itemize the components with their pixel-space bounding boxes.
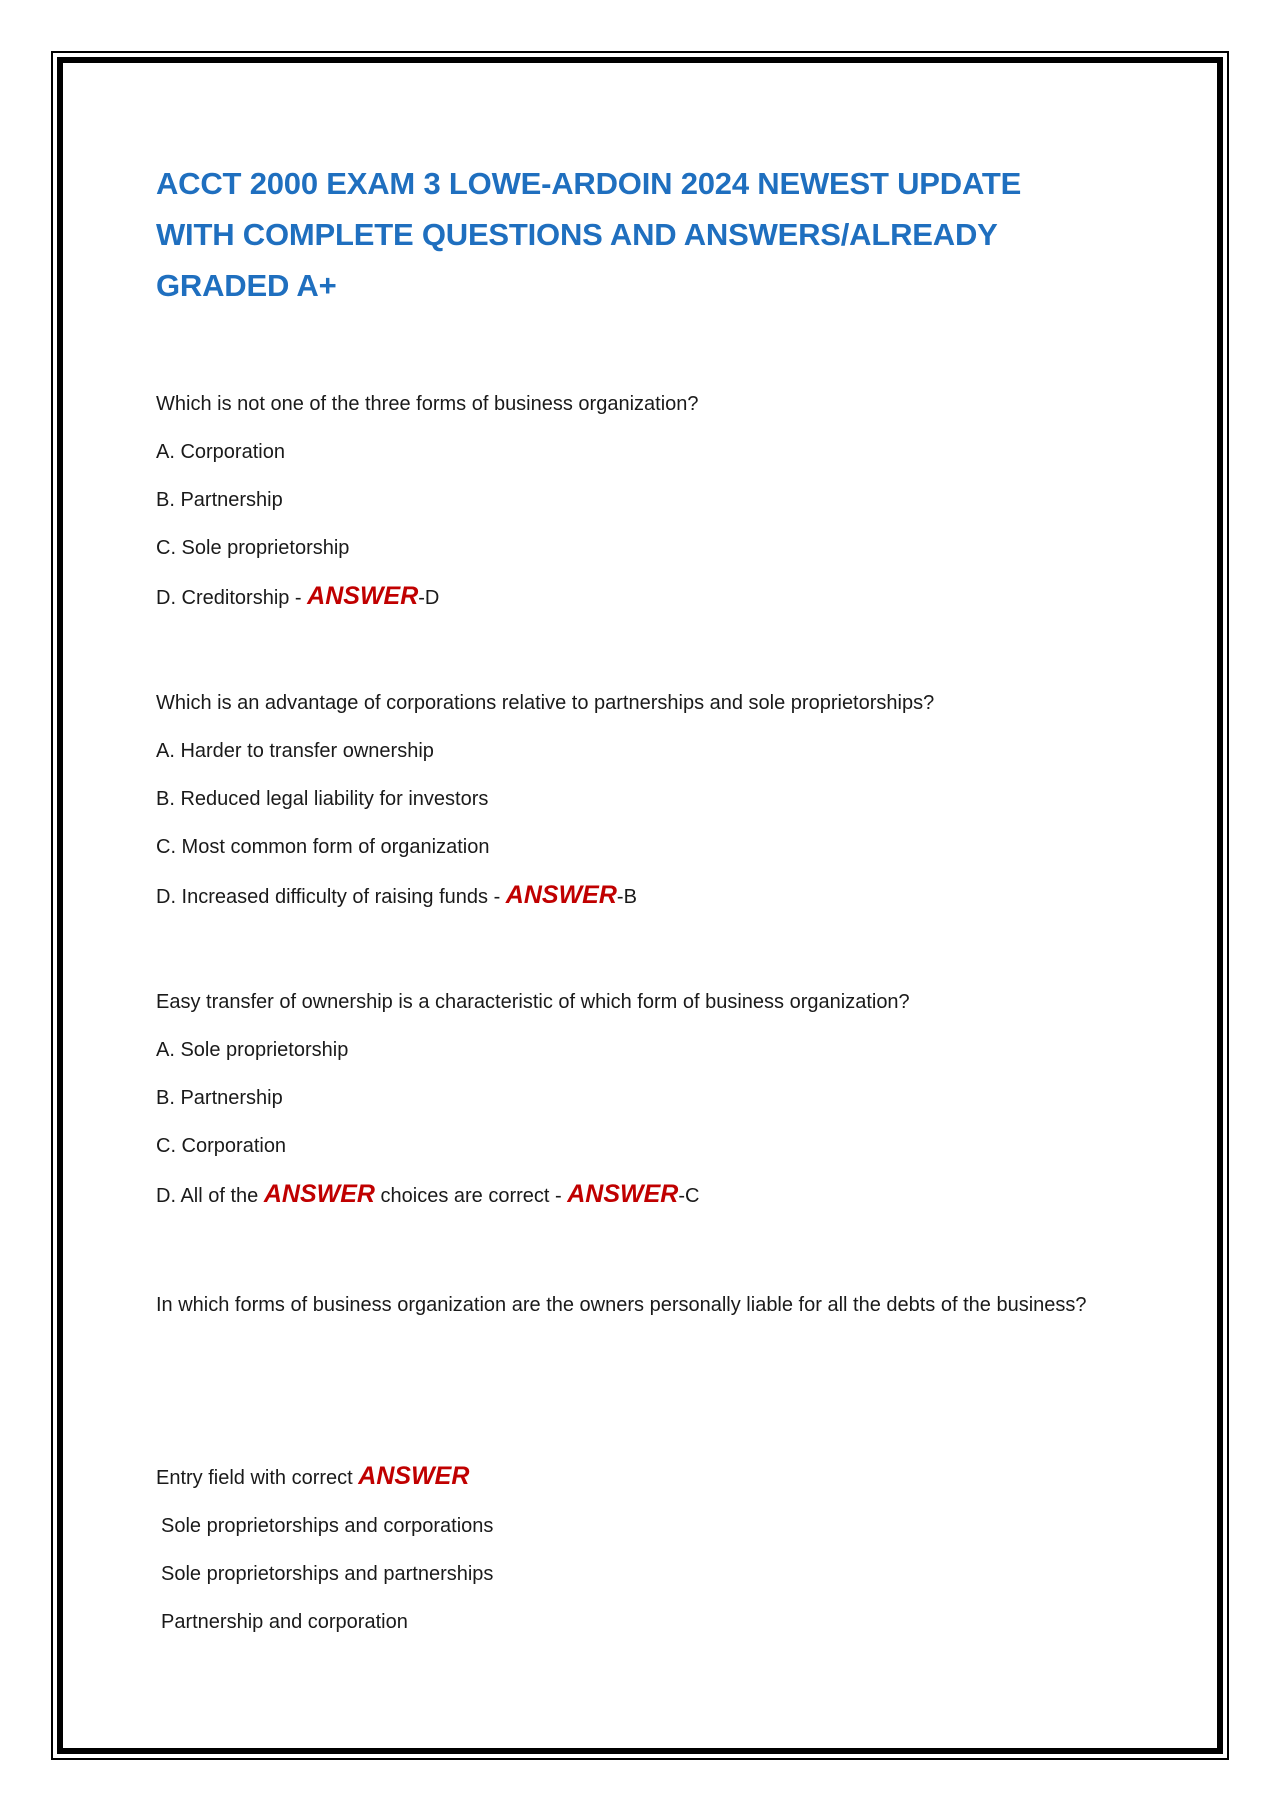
question-text: In which forms of business organization are the owners personally liable for all the debts of the business? [156,1294,1087,1316]
question-text: Which is not one of the three forms of business organization? [156,393,699,415]
option-b: B. Partnership [156,1087,283,1109]
option-b: B. Reduced legal liability for investors [156,788,489,810]
entry-field-block [156,1464,1096,1658]
entry-option-3: Partnership and corporation [161,1611,408,1633]
document-body [156,158,1096,1633]
option-d-text: D. Creditorship - [156,587,308,609]
question-block-3 [156,990,1096,1232]
answer-keyword: ANSWER [307,582,419,610]
entry-option-2: Sole proprietorships and partnerships [161,1563,494,1585]
answer-keyword: ANSWER [263,1180,375,1208]
answer-keyword: ANSWER [358,1462,470,1490]
option-c: C. Sole proprietorship [156,537,350,559]
question-text: Which is an advantage of corporations relative to partnerships and sole proprietorships? [156,692,935,714]
answer-letter: -B [616,886,637,908]
option-d-text: D. All of the [156,1185,264,1207]
option-d-text: D. Increased difficulty of raising funds - [156,886,506,908]
option-d [156,883,1096,909]
option-a: A. Corporation [156,441,285,463]
entry-option-1: Sole proprietorships and corporations [161,1515,494,1537]
option-c: C. Corporation [156,1135,287,1157]
option-d-text-middle: choices are correct - [374,1185,568,1207]
answer-keyword: ANSWER [567,1180,679,1208]
question-block-4 [156,1290,1096,1339]
answer-letter: -C [678,1185,700,1207]
entry-field-label [156,1464,1096,1490]
option-c: C. Most common form of organization [156,836,490,858]
question-block-2 [156,691,1096,933]
option-d [156,584,1096,610]
question-block-1 [156,392,1096,634]
document-title: ACCT 2000 EXAM 3 LOWE-ARDOIN 2024 NEWEST UPDATE WITH COMPLETE QUESTIONS AND ANSWERS/ALREADY GRADED A+ [156,166,1022,303]
entry-field-text: Entry field with correct [156,1467,359,1489]
option-d [156,1182,1096,1208]
answer-keyword: ANSWER [505,881,617,909]
option-a: A. Harder to transfer ownership [156,740,434,762]
option-b: B. Partnership [156,489,283,511]
option-a: A. Sole proprietorship [156,1039,349,1061]
answer-letter: -D [418,587,440,609]
question-text: Easy transfer of ownership is a characteristic of which form of business organization? [156,991,910,1013]
